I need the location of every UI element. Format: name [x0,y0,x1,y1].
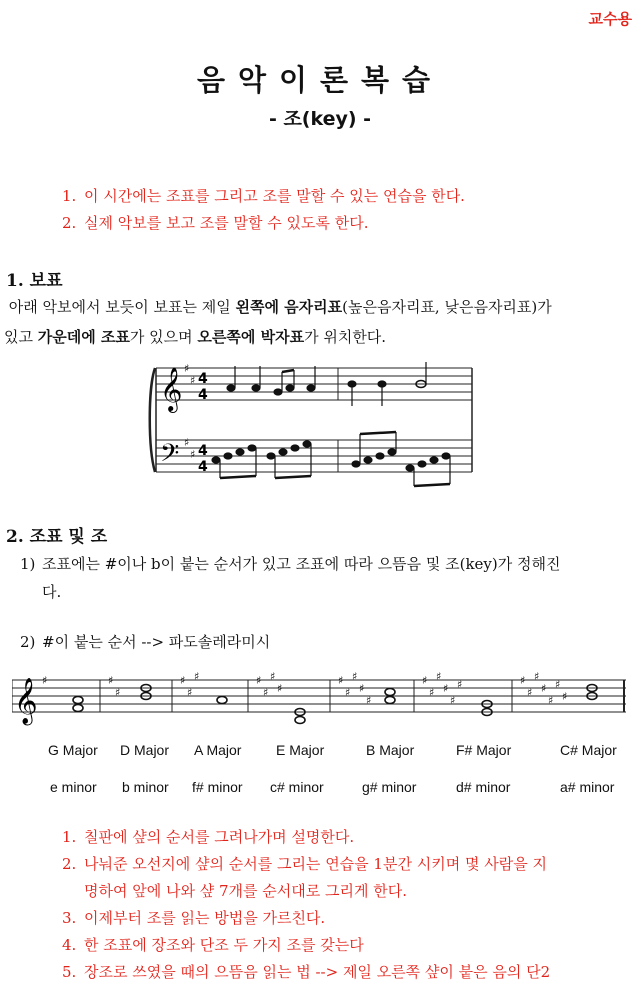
svg-text:♯: ♯ [534,670,540,683]
svg-text:♯: ♯ [366,694,372,707]
svg-text:♯: ♯ [548,694,554,707]
text-run: 가 위치한다. [304,328,387,346]
step-item [62,905,632,932]
bass-clef-icon: 𝄢 [160,439,180,474]
text-run: 가 있으며 [129,328,198,346]
text-run-bold: 오른쪽에 박자표 [197,328,305,346]
step-item [62,824,632,851]
objective-item [62,183,465,210]
svg-text:♯: ♯ [270,670,276,683]
minor-key-label: d# minor [456,779,511,795]
text-run-bold: 가운데에 조표 [37,328,130,346]
svg-text:♯: ♯ [345,686,351,699]
svg-text:♯: ♯ [184,362,190,375]
svg-text:♯: ♯ [263,686,269,699]
section2-item2-number: 2) [20,633,36,651]
section1-heading: 1. 보표 [6,271,63,291]
step-text: 이제부터 조를 읽는 방법을 가르친다. [84,909,326,927]
svg-text:♯: ♯ [115,686,121,699]
svg-text:♯: ♯ [359,682,365,695]
svg-text:♯: ♯ [180,674,186,687]
objective-text: 실제 악보를 보고 조를 말할 수 있도록 한다. [84,214,369,232]
step-line: 나눠준 오선지에 샾의 순서를 그리는 연습을 1분간 시키며 몇 사람을 지 [84,855,547,873]
step-number: 3. [62,909,77,927]
minor-key-label: c# minor [270,779,324,795]
objective-number: 1. [62,187,77,205]
major-key-label: G Major [48,742,98,758]
text-run: 있고 [4,328,38,346]
svg-text:♯: ♯ [190,448,196,461]
text-run: (높은음자리표, 낮은음자리표)가 [342,298,552,316]
major-key-label: E Major [276,742,325,758]
step-text: 칠판에 샾의 순서를 그려나가며 설명한다. [84,828,355,846]
svg-text:♯: ♯ [520,674,526,687]
svg-text:♯: ♯ [429,686,435,699]
section2-heading: 2. 조표 및 조 [6,527,108,547]
step-item [62,932,632,959]
minor-key-label: e minor [50,779,97,795]
svg-text:♯: ♯ [42,674,48,687]
svg-text:♯: ♯ [450,694,456,707]
svg-text:♯: ♯ [187,686,193,699]
major-key-label: F# Major [456,742,512,758]
text-run: 아래 악보에서 보듯이 보표는 제일 [8,298,236,316]
step-number: 1. [62,828,77,846]
section2-item1-number: 1) [20,555,36,573]
svg-text:♯: ♯ [338,674,344,687]
step-item [62,851,632,905]
grand-staff-illustration [146,358,478,492]
svg-text:♯: ♯ [277,682,283,695]
minor-key-label: a# minor [560,779,615,795]
svg-text:♯: ♯ [541,682,547,695]
step-text: 장조로 쓰였을 때의 으뜸음 읽는 법 --> 제일 오른쪽 샾이 붙은 음의 단2 [84,963,551,981]
objective-item [62,210,465,237]
svg-text:4: 4 [198,371,208,387]
svg-text:♯: ♯ [443,682,449,695]
page-subtitle: - 조(key) - [268,108,372,130]
treble-clef-icon: 𝄞 [160,367,183,411]
objectives-list [62,183,465,237]
svg-text:4: 4 [198,443,208,459]
minor-key-label: g# minor [362,779,417,795]
brace-icon [150,368,155,472]
svg-text:♯: ♯ [422,674,428,687]
svg-text:♯: ♯ [256,674,262,687]
item1-line: 다. [42,583,62,601]
svg-text:♯: ♯ [562,690,568,703]
major-key-label: C# Major [560,742,617,758]
page-title: 음악이론복습 [196,63,444,97]
step-number: 4. [62,936,77,954]
major-key-label: A Major [194,742,242,758]
item1-line: 조표에는 #이나 b이 붙는 순서가 있고 조표에 따라 으뜸음 및 조(key)가 정해진 [42,555,561,573]
time-signature-icon [198,371,208,475]
svg-text:♯: ♯ [190,374,196,387]
step-number: 5. [62,963,77,981]
text-run-bold: 왼쪽에 음자리표 [235,298,343,316]
svg-text:4: 4 [198,387,208,403]
objective-number: 2. [62,214,77,232]
teacher-edition-tag: 교수용 [588,10,632,28]
svg-text:♯: ♯ [527,686,533,699]
section1-paragraph [4,292,632,352]
section2-item2-text: #이 붙는 순서 --> 파도솔레라미시 [42,633,271,651]
svg-text:♯: ♯ [194,670,200,683]
svg-text:4: 4 [198,459,208,475]
key-signatures-staff [12,668,630,728]
svg-text:♯: ♯ [184,436,190,449]
section2-item1-text [42,550,634,606]
treble-clef-icon: 𝄞 [14,678,38,724]
key-signature-icon [184,362,195,461]
svg-text:♯: ♯ [436,670,442,683]
svg-text:♯: ♯ [555,678,561,691]
svg-text:♯: ♯ [457,678,463,691]
major-key-label: D Major [120,742,170,758]
minor-key-label: b minor [122,779,169,795]
step-number: 2. [62,855,77,873]
step-text: 한 조표에 장조와 단조 두 가지 조를 갖는다 [84,936,364,954]
major-key-label: B Major [366,742,415,758]
svg-text:♯: ♯ [108,674,114,687]
teaching-steps-list [62,824,632,986]
step-line: 명하여 앞에 나와 샾 7개를 순서대로 그리게 한다. [84,882,407,900]
step-item [62,959,632,986]
minor-key-label: f# minor [192,779,243,795]
svg-text:♯: ♯ [352,670,358,683]
notes-icon [212,362,450,486]
step-text [84,851,547,905]
objective-text: 이 시간에는 조표를 그리고 조를 말할 수 있는 연습을 한다. [84,187,465,205]
